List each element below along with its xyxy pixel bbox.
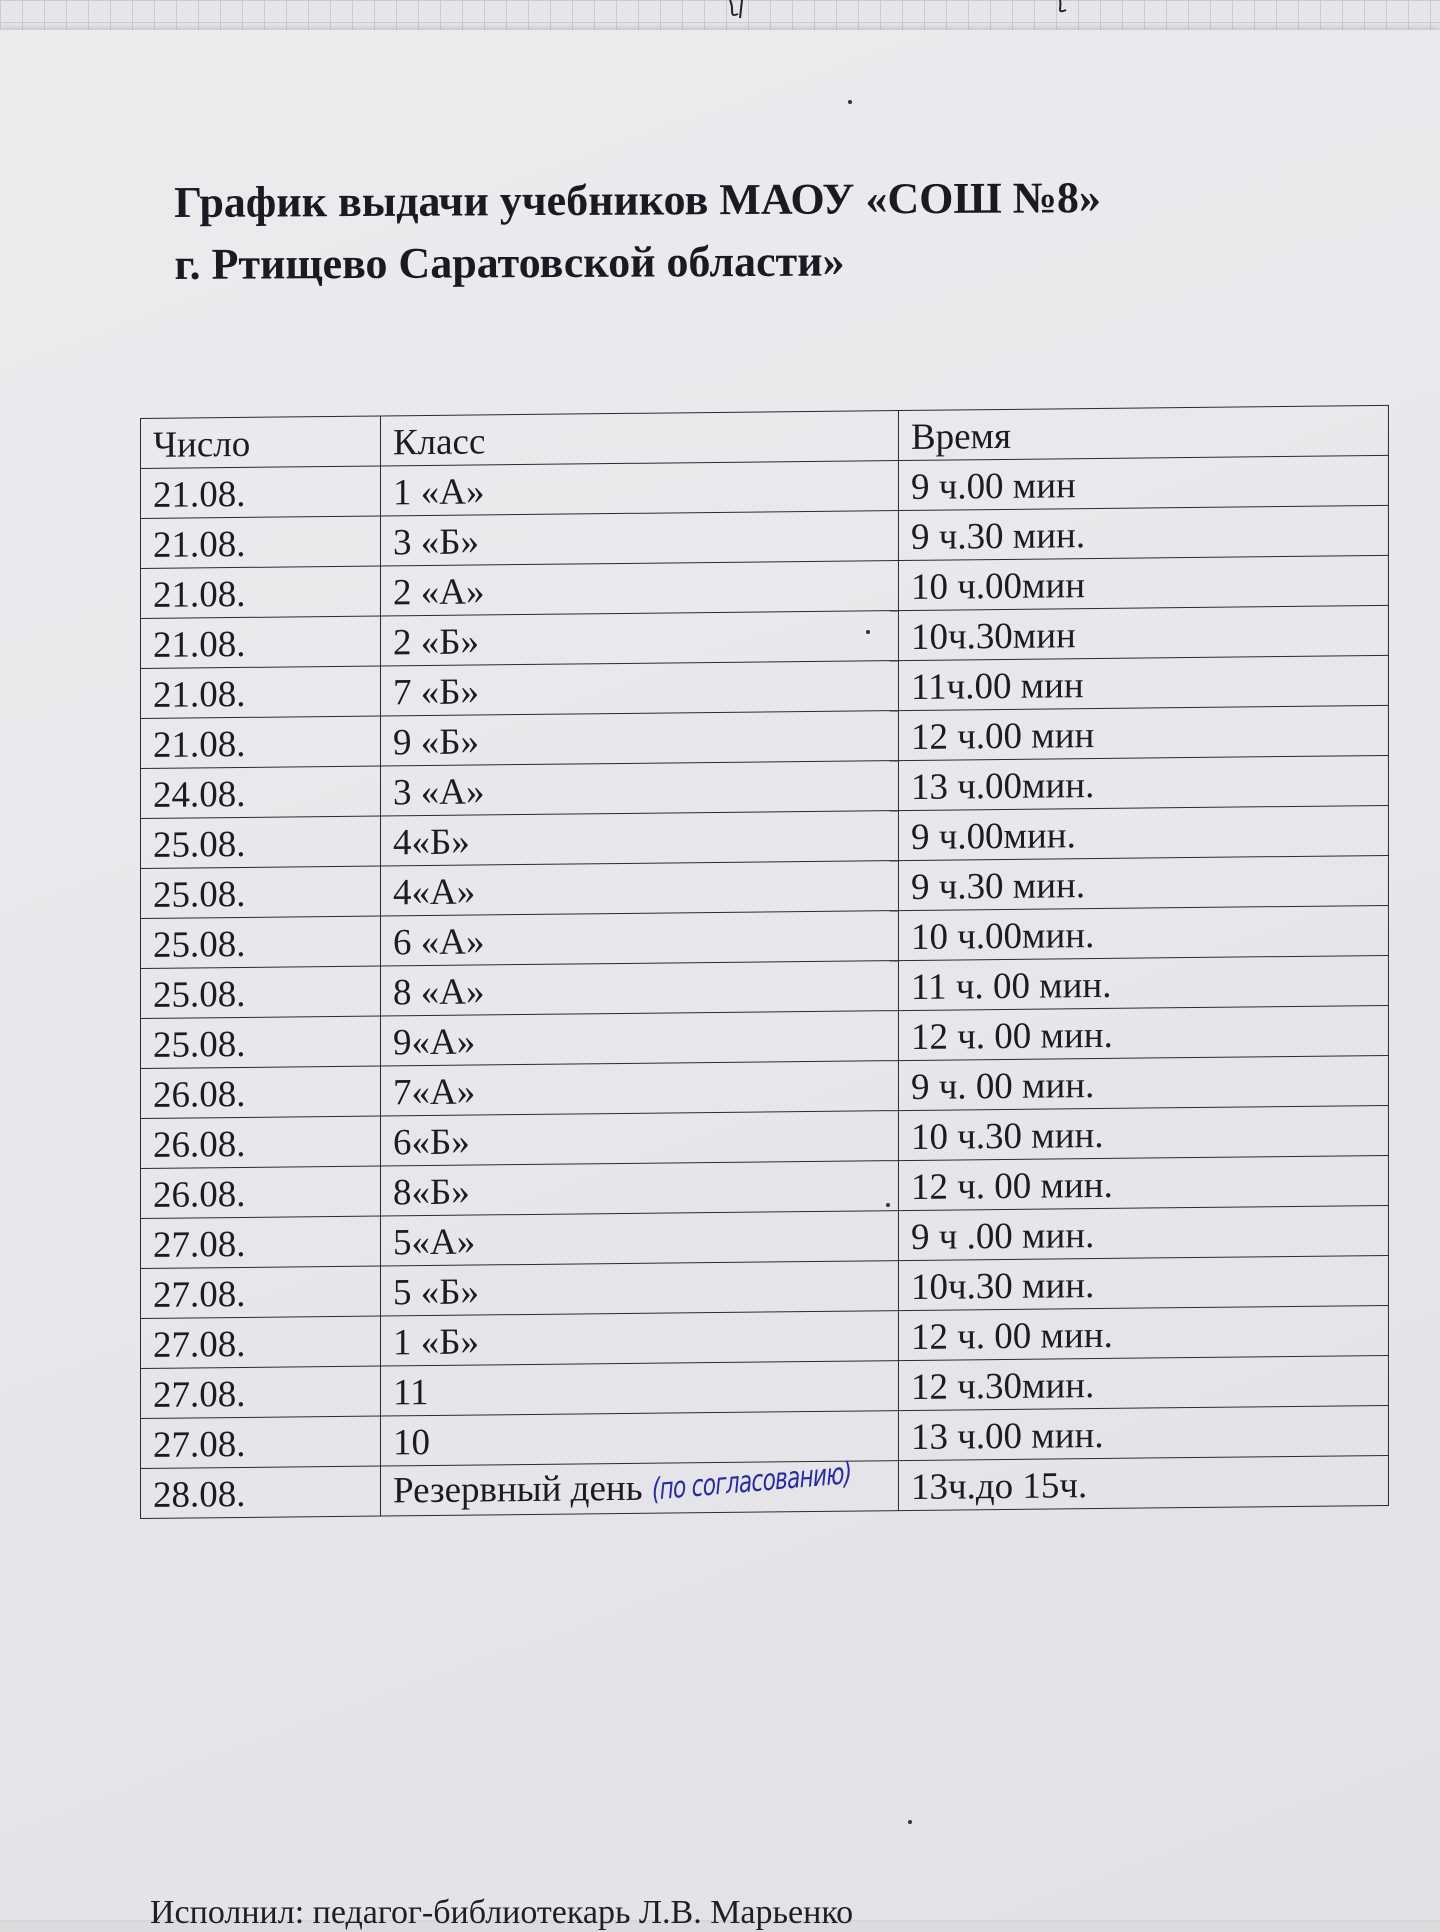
cell-time: 12 ч.30мин.: [898, 1355, 1388, 1410]
header-time: Время: [898, 405, 1388, 460]
cell-date: 28.08.: [140, 1466, 380, 1519]
cell-time: 11ч.00 мин: [898, 655, 1388, 710]
header-class: Класс: [380, 411, 898, 466]
cell-date: 21.08.: [140, 666, 380, 719]
header-date: Число: [140, 416, 380, 469]
cell-class-text: 4«А»: [392, 871, 476, 914]
cell-time: 11 ч. 00 мин.: [898, 955, 1388, 1010]
cell-time: 10 ч.30 мин.: [898, 1105, 1388, 1160]
cell-date: 24.08.: [140, 766, 380, 819]
cell-date: 21.08.: [140, 466, 380, 519]
cell-time: 12 ч. 00 мин.: [898, 1305, 1388, 1360]
cell-class: [380, 1211, 898, 1266]
cell-class-text: 3 «Б»: [392, 521, 479, 564]
cell-class-text: 5«А»: [392, 1221, 476, 1264]
schedule-table-wrapper: [140, 405, 1388, 1519]
cell-date: 21.08.: [140, 516, 380, 569]
cell-class: [380, 1261, 898, 1316]
cell-time: 9 ч. 00 мин.: [898, 1055, 1388, 1110]
cell-class: [380, 511, 898, 566]
title-line-2: г. Ртищево Саратовской области»: [174, 236, 845, 289]
cell-class: [380, 461, 898, 516]
cell-class: [380, 1061, 898, 1116]
cell-time: 12 ч. 00 мин.: [898, 1005, 1388, 1060]
cell-class-text: 8 «А»: [392, 971, 485, 1014]
schedule-table: [140, 405, 1389, 1519]
cell-class-text: Резервный день: [392, 1467, 643, 1512]
cell-date: 25.08.: [140, 916, 380, 969]
cell-date: 27.08.: [140, 1366, 380, 1419]
cell-date: 21.08.: [140, 566, 380, 619]
cell-date: 26.08.: [140, 1116, 380, 1169]
cell-class-text: 3 «А»: [392, 771, 485, 814]
cell-date: 21.08.: [140, 616, 380, 669]
cell-date: 25.08.: [140, 966, 380, 1019]
cell-time: 10 ч.00мин: [898, 555, 1388, 610]
cell-date: 27.08.: [140, 1316, 380, 1369]
cell-class-text: 6«Б»: [392, 1121, 470, 1164]
cell-class: [380, 661, 898, 716]
cell-class-text: 7 «Б»: [392, 671, 479, 714]
cell-time: 12 ч. 00 мин.: [898, 1155, 1388, 1210]
cell-time: 13ч.до 15ч.: [898, 1455, 1388, 1510]
cell-date: 21.08.: [140, 716, 380, 769]
cell-class-text: 8«Б»: [392, 1171, 470, 1214]
handwritten-note-wrapper: [651, 1456, 912, 1513]
cell-time: 9 ч .00 мин.: [898, 1205, 1388, 1260]
schedule-table-body: [140, 405, 1388, 1518]
cell-class: [380, 961, 898, 1016]
cell-class-text: 4«Б»: [392, 821, 470, 864]
cell-class-text: 9 «Б»: [392, 721, 479, 764]
cell-time: 13 ч.00мин.: [898, 755, 1388, 810]
cell-class: [380, 1011, 898, 1066]
cell-class-text: 6 «А»: [392, 921, 485, 964]
cell-time: 9 ч.30 мин.: [898, 855, 1388, 910]
cell-class-text: 10: [392, 1422, 430, 1464]
footer-signature-line: Исполнил: педагог-библиотекарь Л.В. Марьенко: [150, 1894, 854, 1931]
cell-time: 10ч.30мин: [898, 605, 1388, 660]
cell-date: 25.08.: [140, 1016, 380, 1069]
cell-class: [380, 1161, 898, 1216]
cell-date: 26.08.: [140, 1066, 380, 1119]
ink-dot: [848, 100, 852, 104]
ink-dot: [908, 1820, 912, 1824]
cell-date: 26.08.: [140, 1166, 380, 1219]
cell-class: [380, 711, 898, 766]
cell-class-text: 11: [392, 1372, 429, 1414]
cell-class: [380, 911, 898, 966]
ink-dot: [866, 630, 870, 634]
cell-class-text: 5 «Б»: [392, 1271, 479, 1314]
cell-time: 9 ч.00 мин: [898, 455, 1388, 510]
cell-time: 13 ч.00 мин.: [898, 1405, 1388, 1460]
cell-time: 10 ч.00мин.: [898, 905, 1388, 960]
handwritten-note: (по согласованию): [651, 1456, 852, 1508]
cell-class-text: 2 «А»: [392, 571, 485, 614]
cell-date: 25.08.: [140, 866, 380, 919]
cell-class-text: 1 «Б»: [392, 1321, 479, 1364]
cell-class-text: 7«А»: [392, 1071, 476, 1114]
cell-date: 25.08.: [140, 816, 380, 869]
cell-date: 27.08.: [140, 1266, 380, 1319]
cell-class-text: 9«А»: [392, 1021, 476, 1064]
cell-time: 9 ч.00мин.: [898, 805, 1388, 860]
cell-class: [380, 561, 898, 616]
cell-class: [380, 1456, 898, 1516]
cell-class: [380, 811, 898, 866]
cell-class: [380, 1311, 898, 1366]
cell-date: 27.08.: [140, 1216, 380, 1269]
cell-class-text: 1 «А»: [392, 471, 485, 514]
cell-class: [380, 611, 898, 666]
cell-time: 10ч.30 мин.: [898, 1255, 1388, 1310]
cell-class: [380, 1111, 898, 1166]
cell-time: 9 ч.30 мин.: [898, 505, 1388, 560]
cell-class: [380, 1361, 898, 1416]
cell-class: [380, 861, 898, 916]
title-line-1: График выдачи учебников МАОУ «СОШ №8»: [174, 173, 1102, 227]
document-title: [174, 167, 1101, 296]
cell-date: 27.08.: [140, 1416, 380, 1469]
cell-class-text: 2 «Б»: [392, 621, 479, 664]
cell-class: [380, 761, 898, 816]
ink-dot: [886, 1203, 890, 1207]
cell-time: 12 ч.00 мин: [898, 705, 1388, 760]
